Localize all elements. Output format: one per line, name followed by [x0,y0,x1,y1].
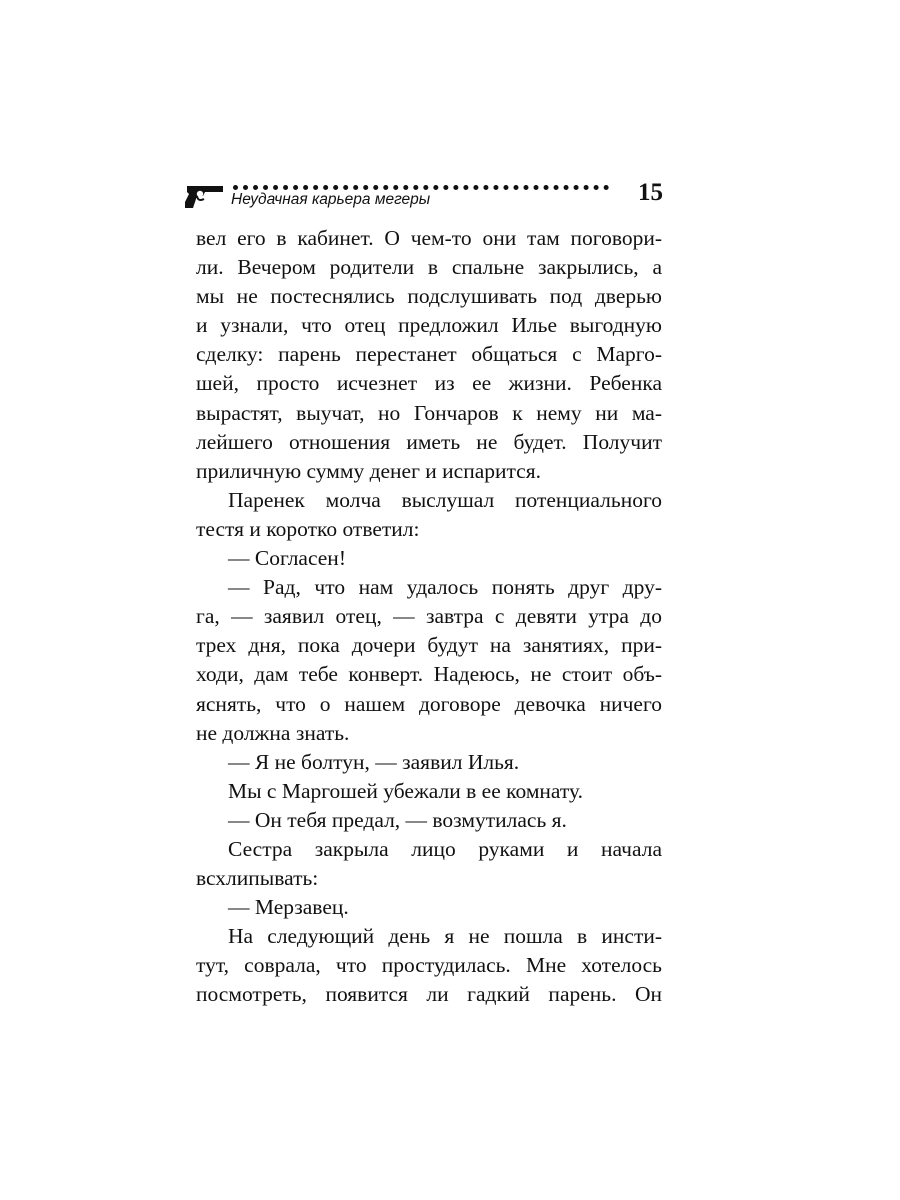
page-number: 15 [638,179,663,206]
text-line: вел его в кабинет. О чем-то они там поговори- [196,226,662,250]
text-line: — Рад, что нам удалось понять друг дру- [228,575,662,600]
running-title: Неудачная карьера мегеры [231,191,431,208]
text-line: — Я не болтун, — заявил Илья. [228,749,520,774]
text-line: и узнали, что отец предложил Илье выгодную [196,313,662,338]
text-line: посмотреть, появится ли гадкий парень. Он [196,982,662,1007]
page-header [183,178,663,214]
text-line: На следующий день я не пошла в инсти- [228,924,662,949]
text-line: Сестра закрыла лицо руками и начала [228,836,662,861]
text-line: Мы с Маргошей убежали в ее комнату. [228,778,584,803]
text-line: сделку: парень перестанет общаться с Марго- [196,342,662,367]
text-line: яснять, что о нашем договоре девочка ничего [196,691,662,716]
text-line: ходи, дам тебе конверт. Надеюсь, не стоит объ- [196,662,662,687]
text-line: га, — заявил отец, — завтра с девяти утра до [196,604,662,629]
text-line: вырастят, выучат, но Гончаров к нему ни ма- [196,400,662,425]
text-line: тестя и коротко ответил: [196,516,420,541]
text-line: трех дня, пока дочери будут на занятиях, при- [196,633,662,658]
text-line: тут, соврала, что простудилась. Мне хотелось [196,953,662,978]
text-line: — Мерзавец. [228,895,349,920]
text-line: — Он тебя предал, — возмутилась я. [228,807,567,832]
header-dotted-rule [233,185,609,190]
text-line: мы не постеснялись подслушивать под дверью [196,284,662,309]
text-line: шей, просто исчезнет из ее жизни. Ребенка [196,371,662,396]
text-line: — Согласен! [228,546,346,571]
body-text [196,224,662,1010]
revolver-icon [183,182,227,210]
text-line: приличную сумму денег и испарится. [196,458,541,483]
text-line: не должна знать. [196,720,350,745]
text-line: всхлипывать: [196,866,319,891]
text-line: лейшего отношения иметь не будет. Получит [196,429,662,454]
text-line: Паренек молча выслушал потенциального [228,487,662,512]
text-line: ли. Вечером родители в спальне закрылись, а [196,255,662,280]
